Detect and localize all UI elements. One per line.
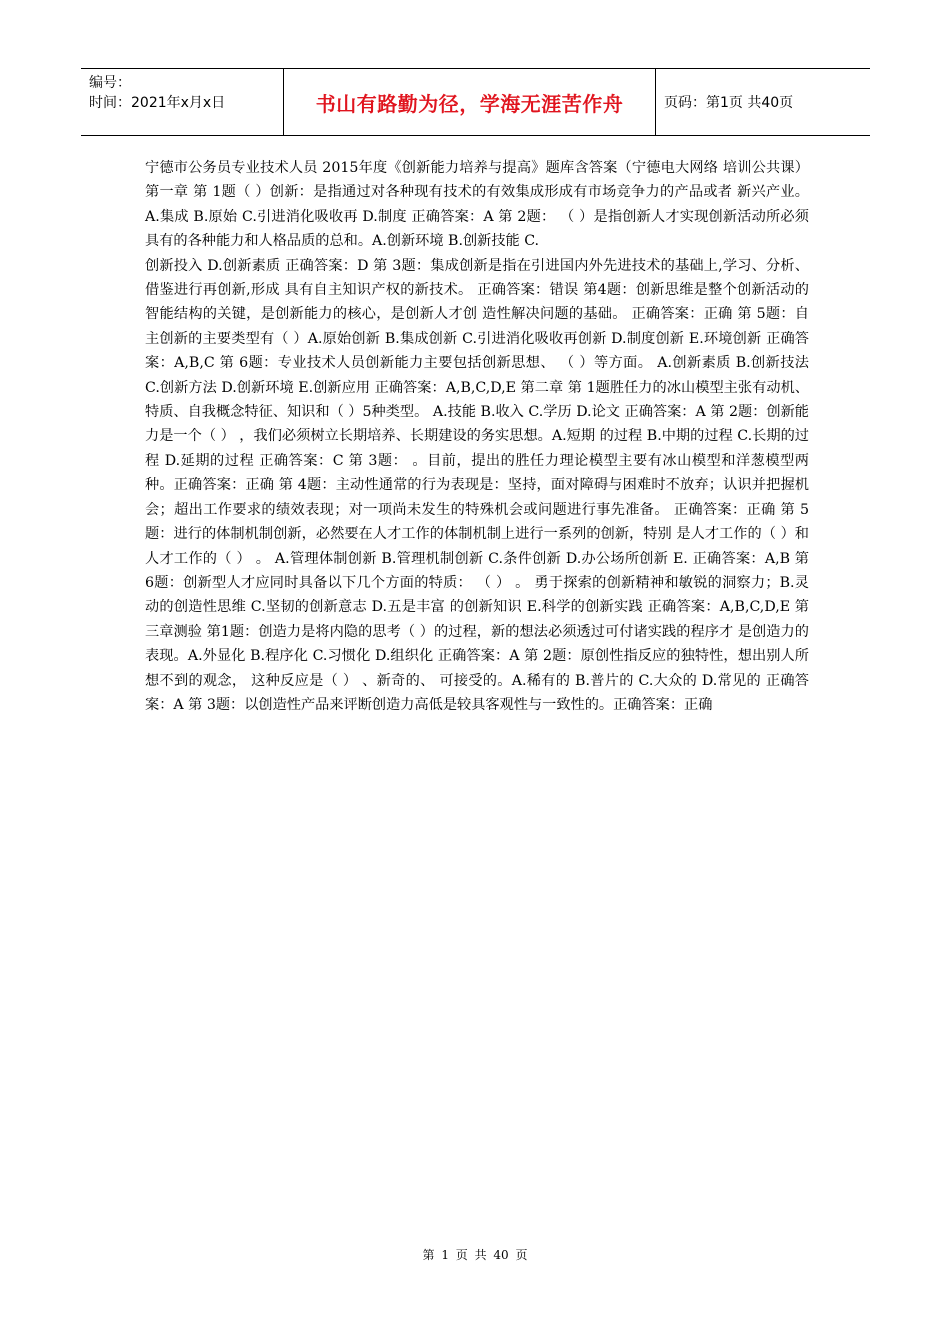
body-paragraph-1: 宁德市公务员专业技术人员 2015年度《创新能力培养与提高》题库含答案（宁德电大网络 培训公共课） 第一章 第 1题（ ）创新：是指通过对各种现有技术的有效集成形成有市场竞争力的产品或者 新兴产业。A.集成 B.原始 C.引进消化吸收再 D.制度 正确答案：A 第 2题： （ ）是指创新人才实现创新活动所必须具有的各种能力和人格品质的总和。A.创新环境 B.创新技能 C. bbox=[145, 160, 809, 250]
header-page-label: 页码：第1页 共40页 bbox=[664, 95, 794, 111]
document-date-label: 时间：2021年x月x日 bbox=[89, 95, 226, 111]
document-number-label: 编号： bbox=[89, 75, 131, 91]
body-paragraph-2: 创新投入 D.创新素质 正确答案：D 第 3题：集成创新是指在引进国内外先进技术的基础上,学习、分析、借鉴进行再创新,形成 具有自主知识产权的新技术。 正确答案：错误 第4题：创新思维是整个创新活动的智能结构的关键，是创新能力的核心，是创新人才创 造性解决问题的基础。 正确答案：正确 第 5题：自主创新的主要类型有（ ）A.原始创新 B.集成创新 C.引进消化吸收再创新 D.制度创新 E.环境创新 正确答案：A,B,C 第 6题：专业技术人员创新能力主要包括创新思想、 （ ）等方面。 A.创新素质 B.创新技法 C.创新方法 D.创新环境 E.创新应用 正确答案：A,B,C,D,E 第二章 第 1题胜任力的冰山模型主张有动机、特质、自我概念特征、知识和（ ）5种类型。 A.技能 B.收入 C.学历 D.论文 正确答案：A 第 2题：创新能力是一个（ ） ，我们必须树立长期培养、长期建设的务实思想。A.短期 的过程 B.中期的过程 C.长期的过程 D.延期的过程 正确答案：C 第 3题： 。目前，提出的胜任力理论模型主要有冰山模型和洋葱模型两种。正确答案：正确 第 4题：主动性通常的行为表现是：坚持，面对障碍与困难时不放弃；认识并把握机会；超出工作要求的绩效表现；对一项尚未发生的特殊机会或问题进行事先准备。 正确答案：正确 第 5题：进行的体制机制创新，必然要在人才工作的体制机制上进行一系列的创新，特别 是人才工作的（ ）和人才工作的（ ） 。 A.管理体制创新 B.管理机制创新 C.条件创新 D.办公场所创新 E. 正确答案：A,B 第 6题：创新型人才应同时具备以下几个方面的特质： （ ） 。 勇于探索的创新精神和敏锐的洞察力；B.灵动的创造性思维 C.坚韧的创新意志 D.五是丰富 的创新知识 E.科学的创新实践 正确答案：A,B,C,D,E 第三章测验 第1题：创造力是将内隐的思考（ ）的过程，新的想法必须透过可付诸实践的程序才 是创造力的表现。A.外显化 B.程序化 C.习惯化 D.组织化 正确答案：A 第 2题：原创性指反应的独特性，想出别人所想不到的观念， 这种反应是（ ） 、新奇的、 可接受的。A.稀有的 B.普片的 C.大众的 D.常见的 正确答案：A 第 3题：以创造性产品来评断创造力高低是较具客观性与一致性的。正确答案：正确 bbox=[145, 257, 809, 713]
header-info-cell bbox=[81, 69, 283, 135]
header-motto: 书山有路勤为径，学海无涯苦作舟 bbox=[315, 91, 624, 116]
document-header bbox=[81, 68, 870, 136]
footer-page-indicator: 第 1 页 共 40 页 bbox=[422, 1248, 528, 1262]
header-motto-cell bbox=[283, 69, 656, 135]
document-body bbox=[145, 156, 809, 717]
header-page-cell bbox=[656, 69, 870, 135]
page-footer bbox=[0, 1246, 950, 1263]
